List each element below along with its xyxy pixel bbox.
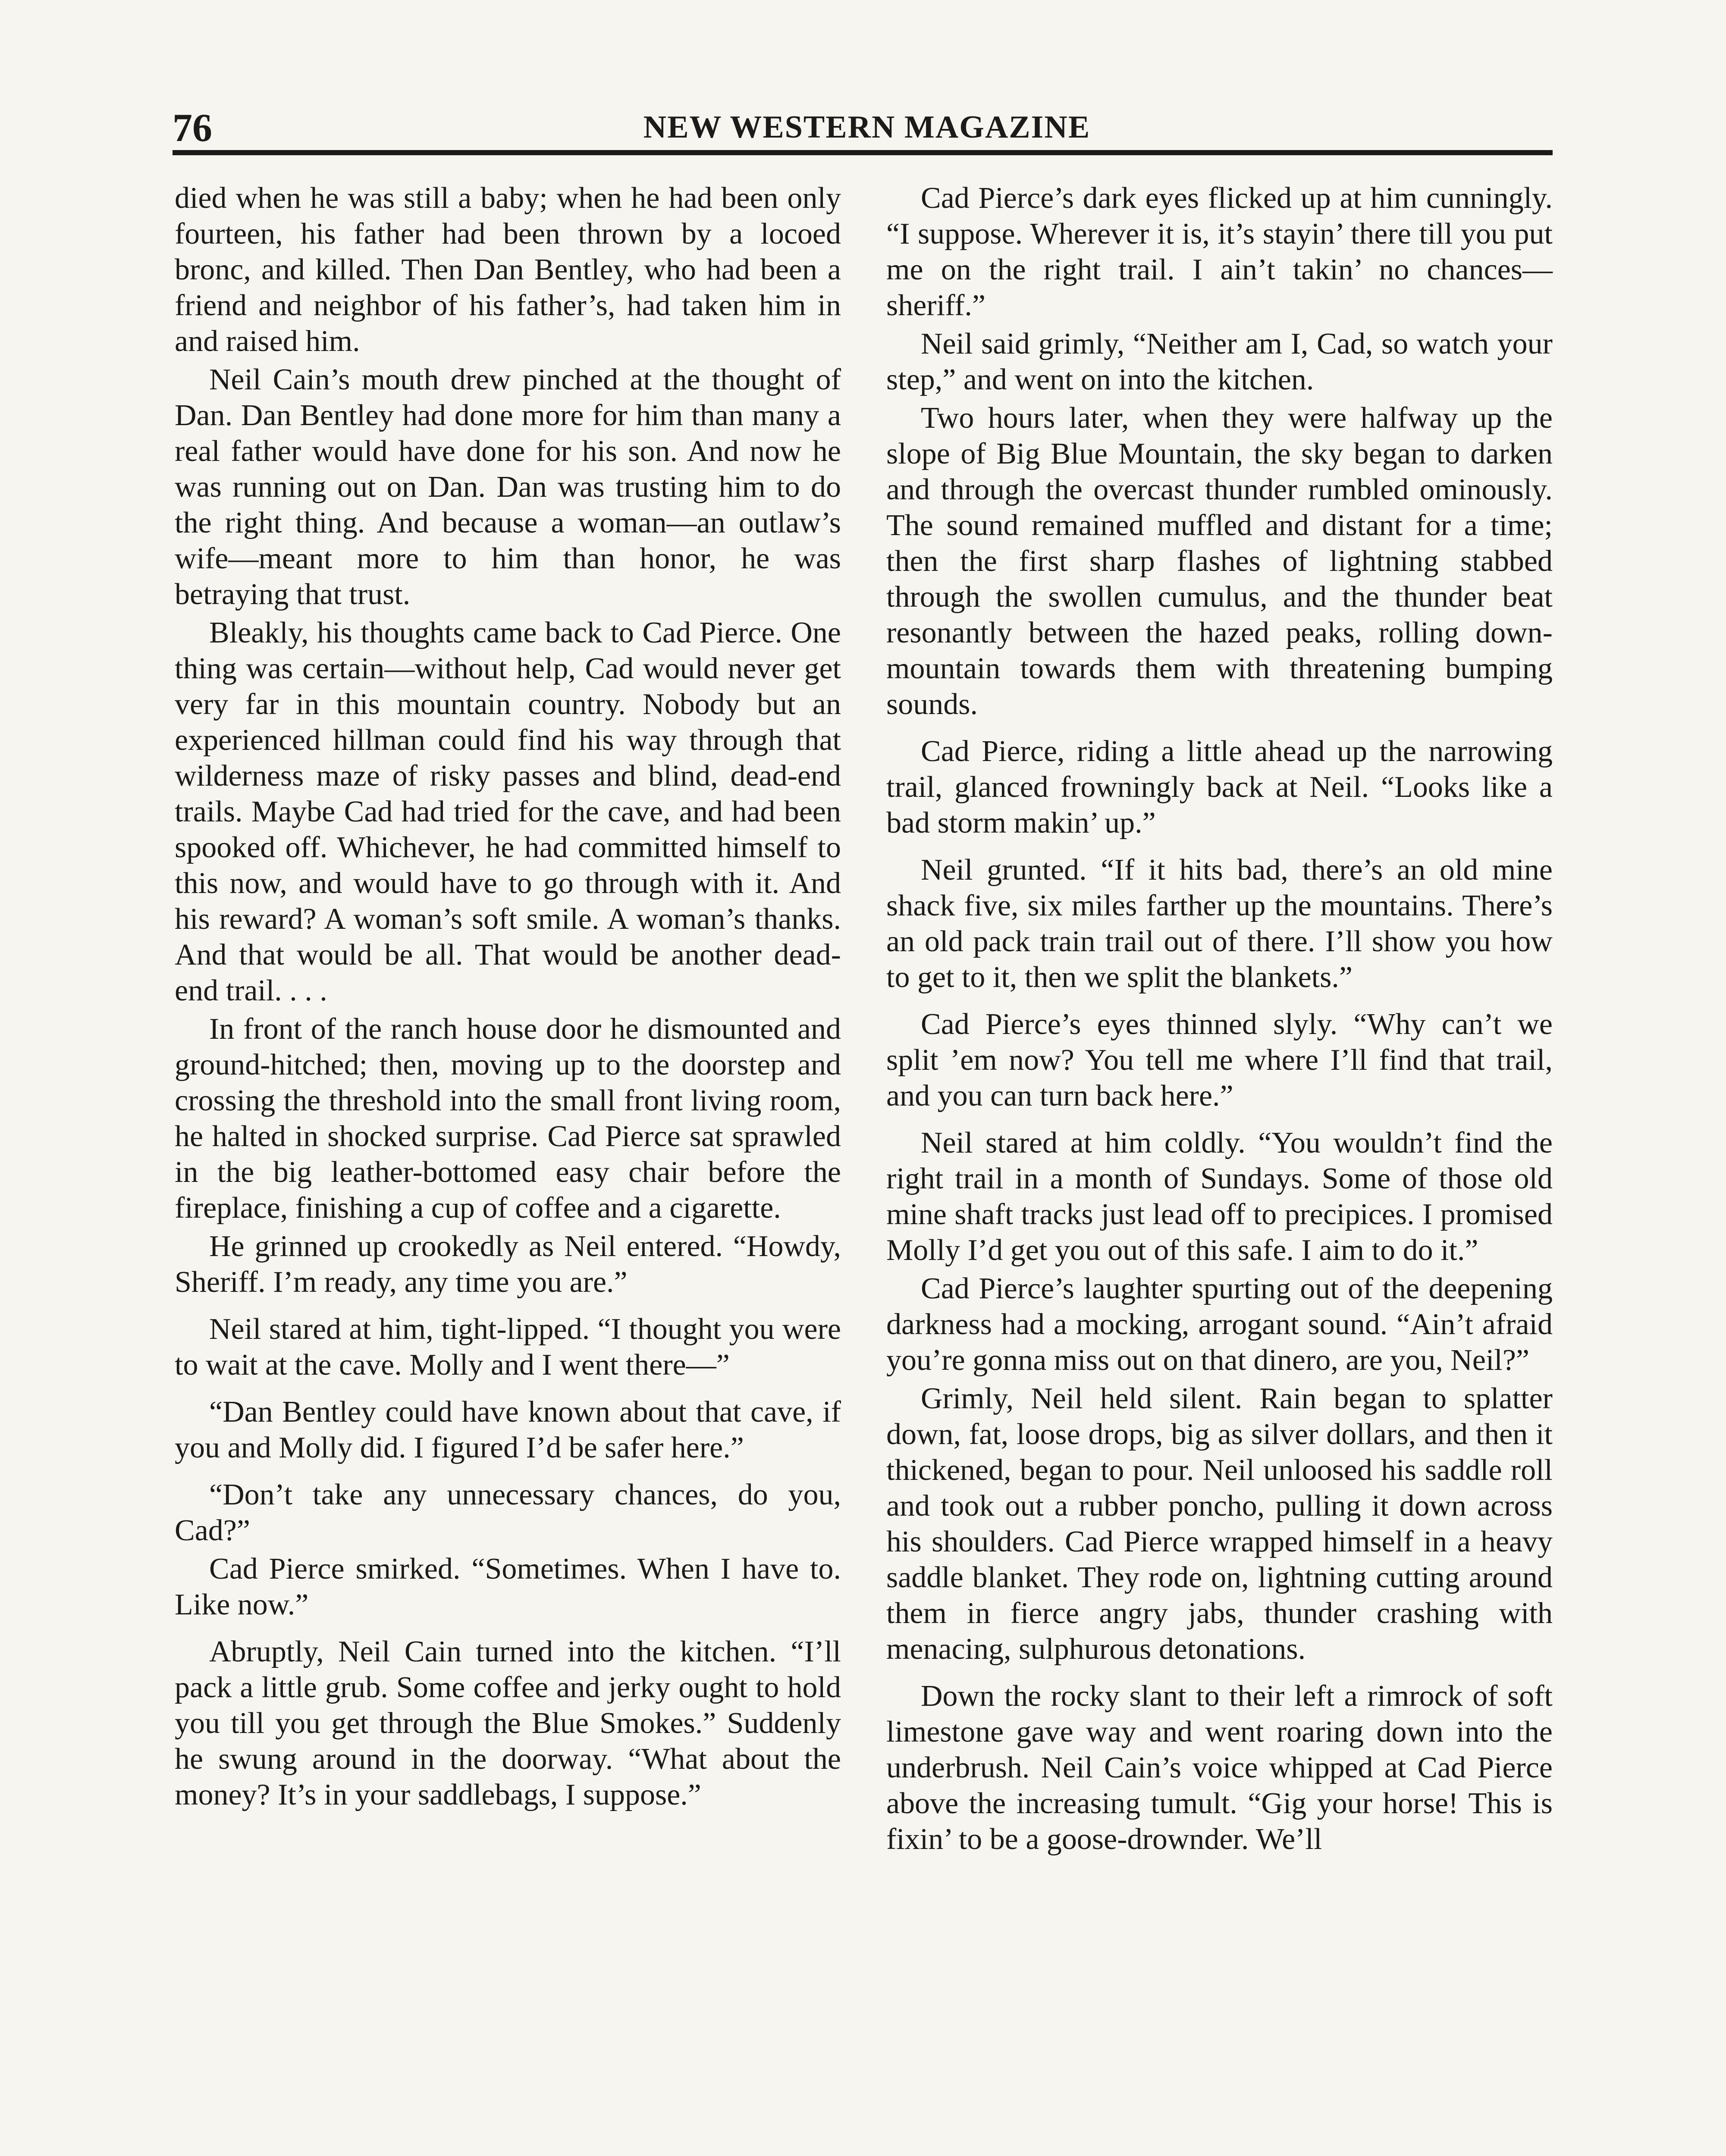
paragraph: Abruptly, Neil Cain turned into the kitchen. “I’ll pack a little grub. Some coffee and jerky ought to hold you till you get through the Blue Smokes.” Suddenly he swung around in the doorway. “What about the money? It’s in your saddlebags, I suppose.” (175, 1635, 841, 1811)
paragraph: Neil stared at him coldly. “You wouldn’t find the right trail in a month of Sundays. Some of those old mine shaft tracks just lead off to precipices. I promised Molly I’d get you out of this safe. I aim to do it.” (886, 1126, 1553, 1267)
paragraph: Grimly, Neil held silent. Rain began to splatter down, fat, loose drops, big as silver dollars, and then it thickened, began to pour. Neil unloosed his saddle roll and took out a rubber poncho, pulling it down across his shoulders. Cad Pierce wrapped himself in a heavy saddle blanket. They rode on, lightning cutting around them in fierce angry jabs, thunder crashing with menacing, sulphurous detonations. (886, 1382, 1553, 1666)
paragraph: Bleakly, his thoughts came back to Cad Pierce. One thing was certain—without help, Cad would never get very far in this mountain country. Nobody but an experienced hillman could find his way through that wilderness maze of risky passes and blind, dead-end trails. Maybe Cad had tried for the cave, and had been spooked off. Whichever, he had committed himself to this now, and would have to go through with it. And his reward? A woman’s soft smile. A woman’s thanks. And that would be all. That would be another dead-end trail. . . . (175, 616, 841, 1007)
paragraph: Cad Pierce’s eyes thinned slyly. “Why can’t we split ’em now? You tell me where I’ll find that trail, and you can turn back here.” (886, 1008, 1553, 1112)
paragraph: Down the rocky slant to their left a rimrock of soft limestone gave way and went roaring down into the underbrush. Neil Cain’s voice whipped at Cad Pierce above the increasing tumult. “Gig your horse! This is fixin’ to be a goose-drownder. We’ll (886, 1680, 1553, 1856)
paragraph: Cad Pierce’s laughter spurting out of the deepening darkness had a mocking, arrogant sound. “Ain’t afraid you’re gonna miss out on that dinero, are you, Neil?” (886, 1272, 1553, 1377)
paragraph: Neil stared at him, tight-lipped. “I thought you were to wait at the cave. Molly and I went there—” (175, 1313, 841, 1382)
paragraph: “Don’t take any unnecessary chances, do you, Cad?” (175, 1478, 841, 1547)
right-column (886, 180, 1553, 1860)
paragraph: Cad Pierce smirked. “Sometimes. When I have to. Like now.” (175, 1552, 841, 1621)
header-rule (173, 150, 1553, 155)
paragraph: “Dan Bentley could have known about that cave, if you and Molly did. I figured I’d be safer here.” (175, 1395, 841, 1464)
left-column (175, 180, 841, 1815)
paragraph: In front of the ranch house door he dismounted and ground-hitched; then, moving up to the doorstep and crossing the threshold into the small front living room, he halted in shocked surprise. Cad Pierce sat sprawled in the big leather-bottomed easy chair before the fireplace, finishing a cup of coffee and a cigarette. (175, 1012, 841, 1225)
paragraph: Neil Cain’s mouth drew pinched at the thought of Dan. Dan Bentley had done more for him than many a real father would have done for his son. And now he was running out on Dan. Dan was trusting him to do the right thing. And because a woman—an outlaw’s wife—meant more to him than honor, he was betraying that trust. (175, 363, 841, 611)
paragraph: He grinned up crookedly as Neil entered. “Howdy, Sheriff. I’m ready, any time you are.” (175, 1230, 841, 1299)
paragraph: Neil grunted. “If it hits bad, there’s an old mine shack five, six miles farther up the mountains. There’s an old pack train trail out of there. I’ll show you how to get to it, then we split the blankets.” (886, 853, 1553, 994)
paragraph: Cad Pierce, riding a little ahead up the narrowing trail, glanced frowningly back at Neil. “Looks like a bad storm makin’ up.” (886, 735, 1553, 840)
paragraph: Cad Pierce’s dark eyes flicked up at him cunningly. “I suppose. Wherever it is, it’s stayin’ there till you put me on the right trail. I ain’t takin’ no chances—sheriff.” (886, 182, 1553, 322)
paragraph: Neil said grimly, “Neither am I, Cad, so watch your step,” and went on into the kitchen. (886, 327, 1553, 396)
paragraph: died when he was still a baby; when he had been only fourteen, his father had been thrown by a locoed bronc, and killed. Then Dan Bentley, who had been a friend and neighbor of his father’s, had taken him in and raised him. (175, 182, 841, 358)
running-head: NEW WESTERN MAGAZINE (643, 110, 1091, 145)
page-number: 76 (173, 106, 212, 150)
paragraph: Two hours later, when they were halfway up the slope of Big Blue Mountain, the sky began to darken and through the overcast thunder rumbled ominously. The sound remained muffled and distant for a time; then the first sharp flashes of lightning stabbed through the swollen cumulus, and the thunder beat resonantly between the hazed peaks, rolling down-mountain towards them with threatening bumping sounds. (886, 401, 1553, 721)
